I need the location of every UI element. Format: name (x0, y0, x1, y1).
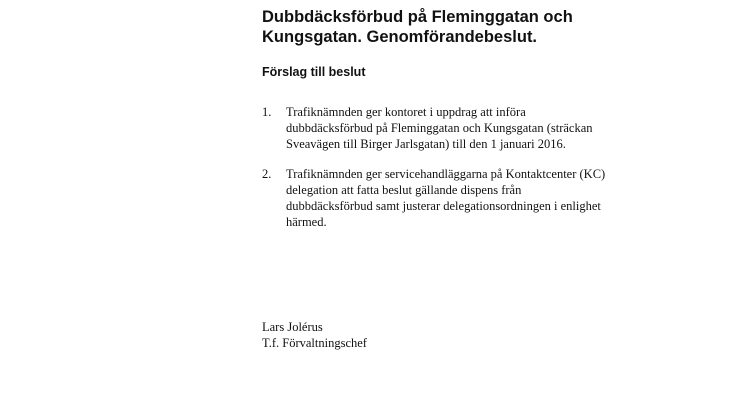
item-line: Trafiknämnden ger kontoret i uppdrag att införa (286, 105, 526, 119)
document-body (262, 7, 702, 244)
item-line: dubbdäcksförbud samt justerar delegationsordningen i enlighet (286, 199, 601, 213)
signature-block (262, 319, 367, 351)
document-title (262, 7, 702, 47)
list-item (262, 104, 702, 152)
section-heading: Förslag till beslut (262, 65, 366, 79)
item-line: delegation att fatta beslut gällande dispens från (286, 183, 522, 197)
signatory-role: T.f. Förvaltningschef (262, 336, 367, 350)
item-line: Trafiknämnden ger servicehandläggarna på Kontaktcenter (KC) (286, 167, 606, 181)
proposal-list (262, 104, 702, 230)
item-line: dubbdäcksförbud på Fleminggatan och Kungsgatan (sträckan (286, 121, 593, 135)
title-line-1: Dubbdäcksförbud på Fleminggatan och (262, 8, 573, 26)
signatory-name: Lars Jolérus (262, 320, 323, 334)
item-number: 2. (262, 167, 272, 181)
item-line: härmed. (286, 215, 327, 229)
item-line: Sveavägen till Birger Jarlsgatan) till den 1 januari 2016. (286, 137, 566, 151)
item-number: 1. (262, 105, 272, 119)
list-item (262, 166, 702, 230)
title-line-2: Kungsgatan. Genomförandebeslut. (262, 28, 538, 46)
